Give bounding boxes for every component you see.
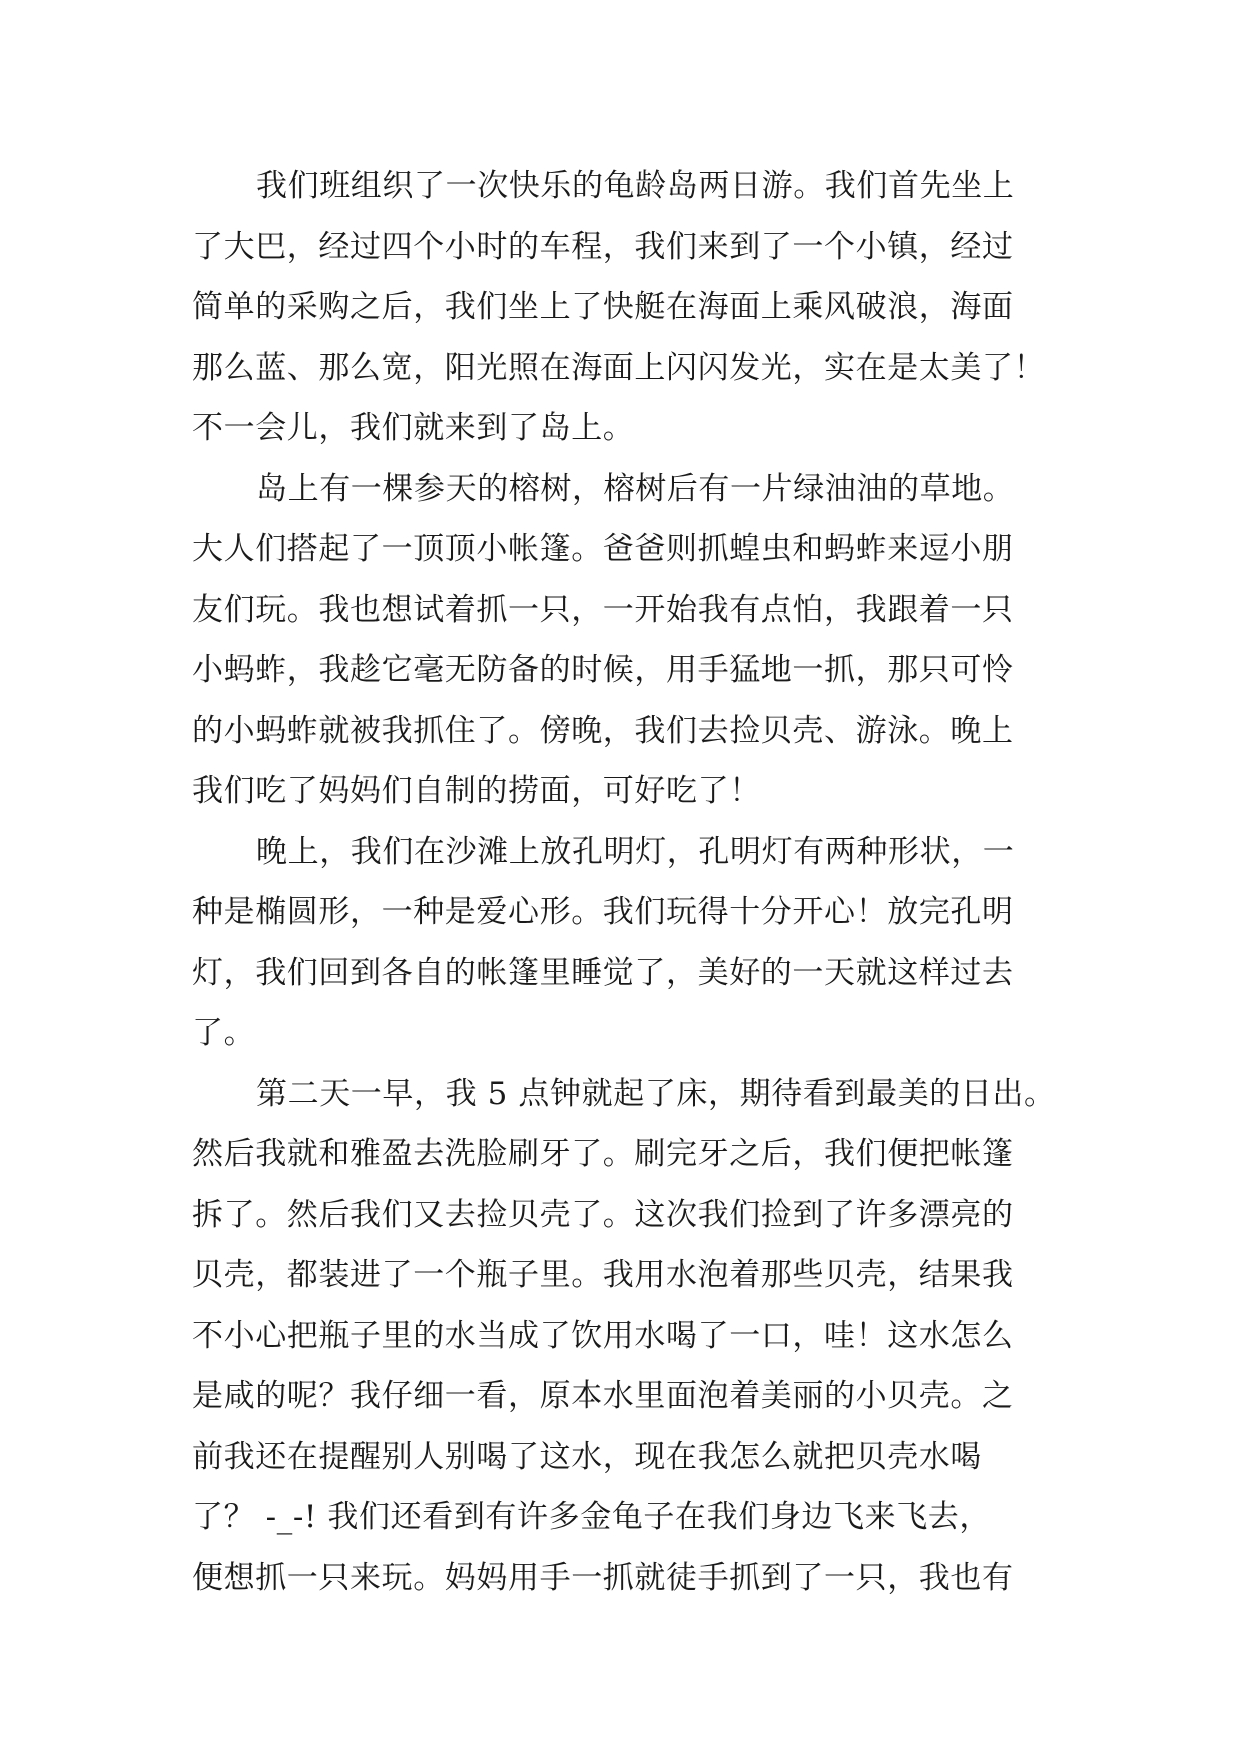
essay-line: 友们玩。我也想试着抓一只，一开始我有点怕，我跟着一只 [192,591,1014,628]
essay-line: 种是椭圆形，一种是爱心形。我们玩得十分开心！放完孔明 [192,894,1014,930]
essay-line: 晚上，我们在沙滩上放孔明灯，孔明灯有两种形状，一 [256,833,1015,870]
essay-line: 岛上有一棵参天的榕树，榕树后有一片绿油油的草地。 [256,470,1015,507]
essay-line: 小蚂蚱，我趁它毫无防备的时候，用手猛地一抓，那只可怜 [192,652,1014,688]
essay-line: 然后我就和雅盈去洗脸刷牙了。刷完牙之后，我们便把帐篷 [192,1136,1014,1172]
essay-line: 贝壳，都装进了一个瓶子里。我用水泡着那些贝壳，结果我 [192,1257,1014,1293]
essay-line: 前我还在提醒别人别喝了这水，现在我怎么就把贝壳水喝 [192,1438,982,1475]
essay-line: 灯，我们回到各自的帐篷里睡觉了，美好的一天就这样过去 [192,954,1014,991]
essay-line: 的小蚂蚱就被我抓住了。傍晚，我们去捡贝壳、游泳。晚上 [192,712,1014,749]
essay-line: 大人们搭起了一顶顶小帐篷。爸爸则抓蝗虫和蚂蚱来逗小朋 [192,531,1014,567]
essay-line: 了大巴，经过四个小时的车程，我们来到了一个小镇，经过 [192,228,1014,265]
essay-line: 不一会儿，我们就来到了岛上。 [192,410,635,446]
essay-line: 便想抓一只来玩。妈妈用手一抓就徒手抓到了一只，我也有 [192,1559,1014,1596]
essay-line: 第二天一早，我 5 点钟就起了床，期待看到最美的日出。 [256,1075,1056,1112]
essay-line: 我们班组织了一次快乐的龟龄岛两日游。我们首先坐上 [256,168,1015,204]
essay-line: 不小心把瓶子里的水当成了饮用水喝了一口，哇！这水怎么 [192,1317,1014,1354]
essay-line: 我们吃了妈妈们自制的捞面，可好吃了！ [192,773,761,809]
essay-line: 了？ -_-! 我们还看到有许多金龟子在我们身边飞来飞去， [192,1499,992,1535]
essay-line: 是咸的呢？我仔细一看，原本水里面泡着美丽的小贝壳。之 [192,1378,1014,1414]
essay-line: 简单的采购之后，我们坐上了快艇在海面上乘风破浪，海面 [192,289,1014,325]
essay-line: 那么蓝、那么宽，阳光照在海面上闪闪发光，实在是太美了！ [192,349,1046,386]
essay-body [192,156,1072,1608]
essay-line: 了。 [192,1015,256,1051]
essay-line: 拆了。然后我们又去捡贝壳了。这次我们捡到了许多漂亮的 [192,1196,1014,1233]
